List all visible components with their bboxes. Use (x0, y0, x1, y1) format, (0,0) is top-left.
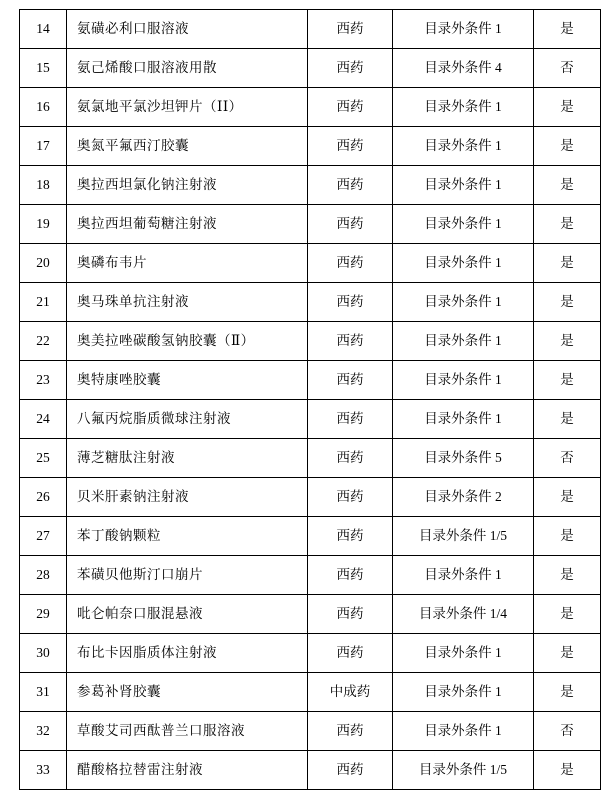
row-number: 30 (20, 634, 67, 673)
yes-no: 是 (534, 517, 601, 556)
drug-name: 贝米肝素钠注射液 (67, 478, 308, 517)
row-number: 25 (20, 439, 67, 478)
yes-no: 否 (534, 439, 601, 478)
row-number: 21 (20, 283, 67, 322)
drug-type: 西药 (308, 595, 393, 634)
drug-name: 奥氮平氟西汀胶囊 (67, 127, 308, 166)
table-row (20, 10, 601, 49)
condition: 目录外条件 1 (393, 283, 534, 322)
condition: 目录外条件 1/5 (393, 751, 534, 790)
drug-type: 西药 (308, 49, 393, 88)
drug-name: 草酸艾司西酞普兰口服溶液 (67, 712, 308, 751)
condition: 目录外条件 1 (393, 712, 534, 751)
drug-type: 中成药 (308, 673, 393, 712)
row-number: 14 (20, 10, 67, 49)
yes-no: 是 (534, 88, 601, 127)
drug-name: 吡仑帕奈口服混悬液 (67, 595, 308, 634)
yes-no: 是 (534, 400, 601, 439)
row-number: 27 (20, 517, 67, 556)
drug-type: 西药 (308, 322, 393, 361)
table-row (20, 400, 601, 439)
drug-type: 西药 (308, 244, 393, 283)
yes-no: 是 (534, 595, 601, 634)
condition: 目录外条件 1 (393, 166, 534, 205)
drug-name: 奥拉西坦葡萄糖注射液 (67, 205, 308, 244)
row-number: 33 (20, 751, 67, 790)
drug-name: 奥特康唑胶囊 (67, 361, 308, 400)
condition: 目录外条件 1 (393, 127, 534, 166)
row-number: 18 (20, 166, 67, 205)
table-body (20, 10, 601, 790)
drug-name: 苯丁酸钠颗粒 (67, 517, 308, 556)
table-row (20, 478, 601, 517)
table-row (20, 634, 601, 673)
drug-name: 氨磺必利口服溶液 (67, 10, 308, 49)
drug-name: 奥马珠单抗注射液 (67, 283, 308, 322)
condition: 目录外条件 1 (393, 673, 534, 712)
yes-no: 是 (534, 283, 601, 322)
yes-no: 否 (534, 49, 601, 88)
drug-type: 西药 (308, 10, 393, 49)
drug-type: 西药 (308, 517, 393, 556)
condition: 目录外条件 1 (393, 205, 534, 244)
drug-name: 奥美拉唑碳酸氢钠胶囊（Ⅱ） (67, 322, 308, 361)
table-row (20, 322, 601, 361)
drug-type: 西药 (308, 361, 393, 400)
table-row (20, 751, 601, 790)
yes-no: 是 (534, 673, 601, 712)
yes-no: 是 (534, 205, 601, 244)
document-page (0, 9, 604, 797)
table-row (20, 49, 601, 88)
yes-no: 是 (534, 322, 601, 361)
drug-name: 奥拉西坦氯化钠注射液 (67, 166, 308, 205)
row-number: 17 (20, 127, 67, 166)
condition: 目录外条件 1 (393, 322, 534, 361)
table-row (20, 88, 601, 127)
drug-type: 西药 (308, 712, 393, 751)
table-row (20, 205, 601, 244)
row-number: 15 (20, 49, 67, 88)
yes-no: 是 (534, 127, 601, 166)
drug-list-table (19, 9, 601, 790)
table-row (20, 439, 601, 478)
table-row (20, 673, 601, 712)
condition: 目录外条件 5 (393, 439, 534, 478)
drug-type: 西药 (308, 400, 393, 439)
drug-type: 西药 (308, 166, 393, 205)
row-number: 19 (20, 205, 67, 244)
condition: 目录外条件 1 (393, 361, 534, 400)
row-number: 20 (20, 244, 67, 283)
row-number: 32 (20, 712, 67, 751)
condition: 目录外条件 1 (393, 10, 534, 49)
table-row (20, 517, 601, 556)
yes-no: 是 (534, 556, 601, 595)
table-row (20, 283, 601, 322)
table-row (20, 556, 601, 595)
row-number: 29 (20, 595, 67, 634)
table-row (20, 712, 601, 751)
drug-name: 布比卡因脂质体注射液 (67, 634, 308, 673)
condition: 目录外条件 1 (393, 244, 534, 283)
drug-name: 参葛补肾胶囊 (67, 673, 308, 712)
drug-name: 八氟丙烷脂质微球注射液 (67, 400, 308, 439)
yes-no: 是 (534, 361, 601, 400)
drug-type: 西药 (308, 127, 393, 166)
drug-type: 西药 (308, 205, 393, 244)
row-number: 31 (20, 673, 67, 712)
yes-no: 是 (534, 166, 601, 205)
drug-name: 薄芝糖肽注射液 (67, 439, 308, 478)
yes-no: 是 (534, 751, 601, 790)
condition: 目录外条件 2 (393, 478, 534, 517)
drug-type: 西药 (308, 634, 393, 673)
yes-no: 否 (534, 712, 601, 751)
drug-name: 醋酸格拉替雷注射液 (67, 751, 308, 790)
drug-name: 苯磺贝他斯汀口崩片 (67, 556, 308, 595)
table-row (20, 244, 601, 283)
yes-no: 是 (534, 244, 601, 283)
condition: 目录外条件 1 (393, 634, 534, 673)
condition: 目录外条件 4 (393, 49, 534, 88)
row-number: 16 (20, 88, 67, 127)
table-row (20, 166, 601, 205)
yes-no: 是 (534, 10, 601, 49)
condition: 目录外条件 1 (393, 556, 534, 595)
drug-name: 氨己烯酸口服溶液用散 (67, 49, 308, 88)
drug-name: 奥磷布韦片 (67, 244, 308, 283)
table-row (20, 127, 601, 166)
drug-type: 西药 (308, 439, 393, 478)
condition: 目录外条件 1/4 (393, 595, 534, 634)
row-number: 22 (20, 322, 67, 361)
table-row (20, 361, 601, 400)
condition: 目录外条件 1 (393, 88, 534, 127)
drug-type: 西药 (308, 751, 393, 790)
condition: 目录外条件 1 (393, 400, 534, 439)
drug-type: 西药 (308, 88, 393, 127)
drug-type: 西药 (308, 283, 393, 322)
row-number: 24 (20, 400, 67, 439)
yes-no: 是 (534, 634, 601, 673)
drug-name: 氨氯地平氯沙坦钾片（ⅠⅠ） (67, 88, 308, 127)
row-number: 23 (20, 361, 67, 400)
row-number: 26 (20, 478, 67, 517)
condition: 目录外条件 1/5 (393, 517, 534, 556)
drug-type: 西药 (308, 556, 393, 595)
table-row (20, 595, 601, 634)
row-number: 28 (20, 556, 67, 595)
yes-no: 是 (534, 478, 601, 517)
drug-type: 西药 (308, 478, 393, 517)
